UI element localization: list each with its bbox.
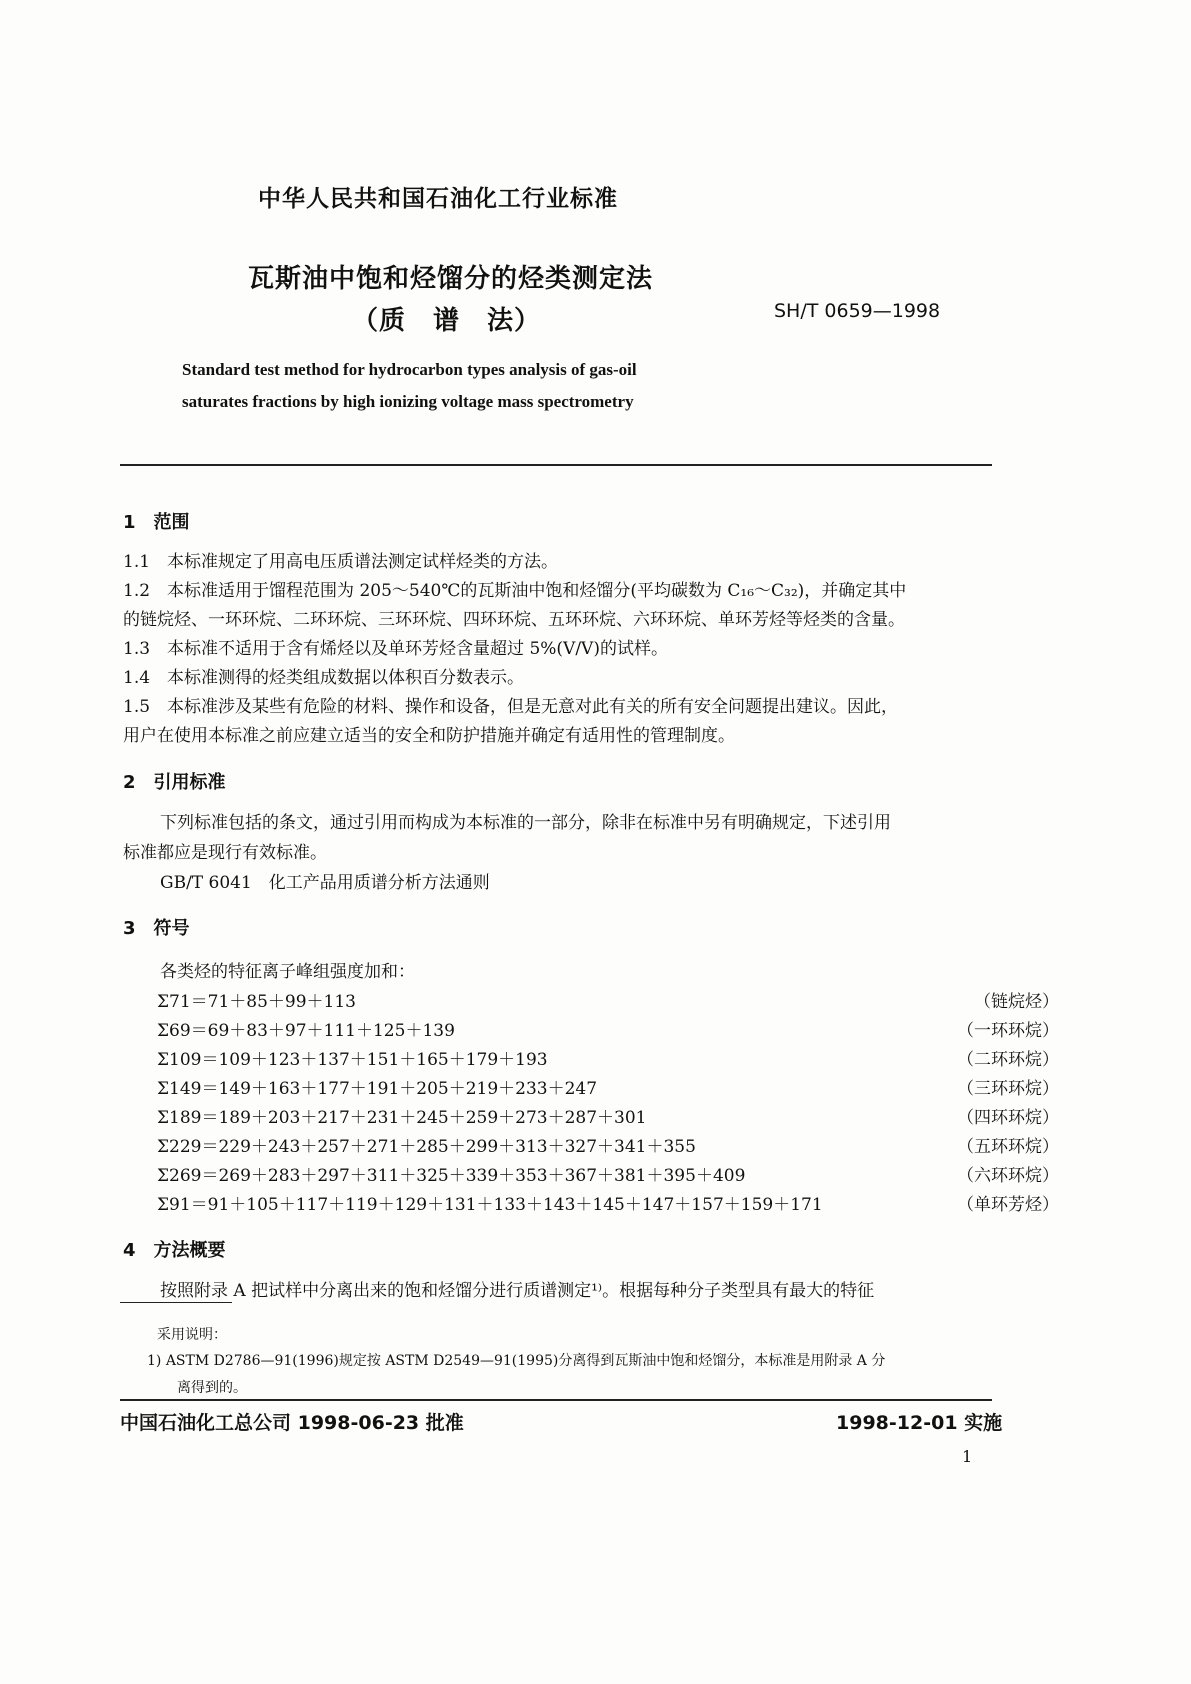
clause-1-4: 1.4 本标准测得的烃类组成数据以体积百分数表示。 [123,668,525,688]
section2-paragraph-line1: 下列标准包括的条文，通过引用而构成为本标准的一部分，除非在标准中另有明确规定，下述引用 [160,813,891,833]
symbol-formula: Σ71＝71＋85＋99＋113 [157,992,356,1012]
symbol-type: （六环环烷） [957,1166,1059,1186]
clause-1-2-line1: 1.2 本标准适用于馏程范围为 205～540℃的瓦斯油中饱和烃馏分(平均碳数为 C₁₆～C₃₂)，并确定其中 [123,581,907,601]
section1-heading: 1 范围 [123,512,190,533]
section2-paragraph-line2: 标准都应是现行有效标准。 [123,843,327,863]
section4-paragraph: 按照附录 A 把试样中分离出来的饱和烃馏分进行质谱测定¹⁾。根据每种分子类型具有最大的特征 [160,1281,875,1301]
referenced-standard: GB/T 6041 化工产品用质谱分析方法通则 [160,873,490,893]
symbol-formula: Σ149＝149＋163＋177＋191＋205＋219＋233＋247 [157,1079,598,1099]
symbol-type: （五环环烷） [957,1137,1059,1157]
symbols-intro: 各类烃的特征离子峰组强度加和： [160,962,415,982]
header-rule [120,464,992,466]
symbol-type: （四环环烷） [957,1108,1059,1128]
clause-1-1: 1.1 本标准规定了用高电压质谱法测定试样烃类的方法。 [123,552,559,572]
clause-1-5-line1: 1.5 本标准涉及某些有危险的材料、操作和设备，但是无意对此有关的所有安全问题提出建议。因此， [123,697,899,717]
industry-standard-heading: 中华人民共和国石油化工行业标准 [258,186,618,212]
clause-1-5-line2: 用户在使用本标准之前应建立适当的安全和防护措施并确定有适用性的管理制度。 [123,726,735,746]
symbol-formula: Σ269＝269＋283＋297＋311＋325＋339＋353＋367＋381＋395＋409 [157,1166,746,1186]
footnote-line2: 离得到的。 [177,1380,247,1396]
symbol-type: （单环芳烃） [957,1195,1059,1215]
document-subtitle: （质 谱 法） [352,306,542,336]
footer-rule [120,1399,992,1401]
symbol-formula: Σ91＝91＋105＋117＋119＋129＋131＋133＋143＋145＋147＋157＋159＋171 [157,1195,823,1215]
document-title: 瓦斯油中饱和烃馏分的烃类测定法 [248,264,654,294]
page-number: 1 [962,1447,973,1466]
footnote-line1: 1) ASTM D2786—91(1996)规定按 ASTM D2549—91(1995)分离得到瓦斯油中饱和烃馏分，本标准是用附录 A 分 [147,1353,886,1369]
effective-date-line: 1998-12-01 实施 [836,1412,1003,1434]
symbol-formula: Σ69＝69＋83＋97＋111＋125＋139 [157,1021,455,1041]
symbol-type: （三环环烷） [957,1079,1059,1099]
footnote-label: 采用说明： [157,1327,227,1343]
english-title-line1: Standard test method for hydrocarbon types analysis of gas-oil [182,360,637,379]
symbol-formula: Σ189＝189＋203＋217＋231＋245＋259＋273＋287＋301 [157,1108,647,1128]
symbol-formula: Σ109＝109＋123＋137＋151＋165＋179＋193 [157,1050,548,1070]
footnote-rule [120,1302,232,1303]
section3-heading: 3 符号 [123,918,190,939]
symbol-type: （二环环烷） [957,1050,1059,1070]
english-title-line2: saturates fractions by high ionizing voltage mass spectrometry [182,392,634,411]
section4-heading: 4 方法概要 [123,1240,226,1261]
clause-1-3: 1.3 本标准不适用于含有烯烃以及单环芳烃含量超过 5%(V/V)的试样。 [123,639,668,659]
symbol-type: （一环环烷） [957,1021,1059,1041]
section2-heading: 2 引用标准 [123,772,226,793]
clause-1-2-line2: 的链烷烃、一环环烷、二环环烷、三环环烷、四环环烷、五环环烷、六环环烷、单环芳烃等烃类的含量。 [123,610,905,630]
standard-code: SH/T 0659—1998 [774,300,941,322]
symbol-type: （链烷烃） [974,992,1059,1012]
approval-line: 中国石油化工总公司 1998-06-23 批准 [120,1412,464,1434]
symbol-formula: Σ229＝229＋243＋257＋271＋285＋299＋313＋327＋341＋355 [157,1137,696,1157]
